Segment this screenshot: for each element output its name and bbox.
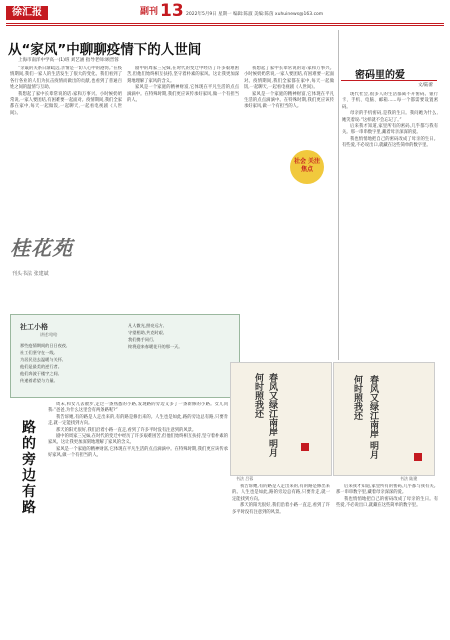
poem-line: 终将迎来春暖花开的那一天。 [128,344,183,349]
main-article-col-1 [10,66,122,216]
seal-stamp [301,443,309,451]
poem-line: 传递着希望与力量。 [20,378,58,383]
paragraph: 周末,和女儿去散步,走过一条熟悉的小路,发现路的旁边又多了一条新修的小路。女儿问我:“爸爸,为什么这里会有两条路呢?” [48,402,228,414]
sticker-badge [290,150,324,184]
poem-line: 凡人微光,照亮远方, [128,323,165,328]
seal-stamp [414,453,422,461]
sticker-text: 社会 关注 焦点 [293,158,321,173]
right-article-body-cont [336,484,438,634]
paragraph: 家风是一个家庭的精神财富,它体现在平凡生活的点点滴滴中。在特殊时期,我们更应该传承好家风,做一个有担当的人。 [244,91,334,110]
poem-line: 守望相助,共克时艰, [128,330,165,335]
poem-column-1 [20,342,120,384]
paragraph: “亲戚的关系日渐疏远,亲情是一切人心中的港湾。”在疫情期间,我们一家人的生活发生了很大的变化。我们看到了各行各业的人们为抗击疫情而做出的贡献,也看到了普通百姓之间的温情与互助。 [10,66,122,91]
paragraph: 后来我才知道,家里所有的密码,几乎都与我有关。那一串串数字里,藏着母亲深深的爱。 [342,124,438,136]
paragraph: 家风是一个家庭的精神财富,它体现在平凡生活的点点滴滴中。在特殊时期,我们更应该传承好家风,做一个有担当的人。 [48,446,228,459]
section-label: 副刊 [140,7,159,17]
paragraph: 那天的阳光很好,我们沿着小路一直走,看到了许多平时没有注意到的风景。 [56,427,197,433]
feature-title: 桂花苑 [10,236,73,260]
poem-line: 社工们坚守在一线, [20,350,55,355]
page-number: 13 [160,1,184,21]
masthead-rule-thin [6,25,444,26]
main-article-title: 从“家风”中聊聊疫情下的人世间 [8,42,202,58]
calligraphy-artwork-left [230,362,332,476]
paragraph: 我想起了家中长辈常说的话:家和万事兴。小时候奶奶常说,一家人要团结,有困难要一起面对。疫情期间,我们全家都在家中,每天一起做饭,一起聊天,一起看电视剧《人世间》。 [10,91,122,116]
poem-line: 他们奔波于楼宇之间, [20,371,60,376]
artwork-poem-text: 春风又绿江南岸 明月何时照我还 [352,375,378,460]
right-article-byline: 文/陆蕾 [418,83,434,88]
poem-line: 他们是最美的逆行者。 [20,364,62,369]
paragraph: 剧中的周家三兄妹,在时代的变迁中经历了许多艰难困苦,但他们始终相互扶持,坚守着朴素的家风。这让我更加深刻地理解了家风的含义。 [48,434,228,446]
poem-column-2 [128,322,228,350]
paragraph: 那天的阳光很好,我们沿着小路一直走,看到了许多平时没有注意到的风景。 [232,503,330,515]
poem-header: 社工小格 [20,323,48,331]
paragraph: 现代社会,很多人的生活都离不开密码。银行卡、手机、电脑、邮箱……每一个都需要设置密码。 [342,92,438,110]
paragraph: 我告诉她,有的路是人走出来的,有的路是修出来的。人生也是如此,路的旁边总有路,只要肯走,就一定能找到方向。 [48,414,228,427]
calligraphy-artwork-right [333,362,435,476]
main-article-byline: 上海市南洋中学高一(1)班 刘艺涵 指导老师:顾晋蓉 [18,58,119,63]
story-col-2 [232,484,330,634]
artwork-poem-text: 春风又绿江南岸 明月何时照我还 [253,373,277,458]
main-article-col-3 [244,66,334,356]
artwork-caption-left: 书法 吕蓉 [236,476,254,481]
right-article-body [342,92,438,362]
paragraph: 我也悄悄地把自己的密码改成了母亲的生日。有些爱,不必说出口,就藏在这些简单的数字里。 [342,136,438,149]
paragraph: 剧中的周家三兄妹,在时代的变迁中经历了许多艰难困苦,但他们始终相互扶持,坚守着朴素的家风。这让我更加深刻地理解了家风的含义。 [127,66,239,84]
poem-line: 为居民送去温暖与关怀, [20,357,64,362]
poem-author: 讲述:哈哈 [40,332,58,337]
masthead-info: 2022年5月9日 星期一 编辑:陈淑 美编:陈茵 xuhuinews@163.com [186,12,324,17]
story-vertical-title: 路的旁边有路 [22,420,36,516]
paragraph: 家风是一个家庭的精神财富,它体现在平凡生活的点点滴滴中。在特殊时期,我们更应该传承好家风,做一个有担当的人。 [127,85,239,104]
paragraph: 我想起了家中长辈常说的话:家和万事兴。小时候奶奶常说,一家人要团结,有困难要一起面对。疫情期间,我们全家都在家中,每天一起做饭,一起聊天,一起看电视剧《人世间》。 [244,66,334,91]
artwork-caption-right: 书法 陆建 [400,476,418,481]
main-article-col-2 [127,66,239,216]
paragraph: 我告诉她,有的路是人走出来的,有的路是修出来的。人生也是如此,路的旁边总有路,只要肯走,就一定能找到方向。 [232,484,330,502]
paragraph: 母亲的手机密码,是我的生日。我问她为什么,她笑着说:“这样就不会忘记了。” [342,111,438,123]
feature-tag: 刊头书法 张建斌 [12,271,49,277]
column-divider [338,30,339,360]
paragraph: 后来我才知道,家里所有的密码,几乎都与我有关。那一串串数字里,藏着母亲深深的爱。 [336,484,438,496]
paragraph: 我也悄悄地把自己的密码改成了母亲的生日。有些爱,不必说出口,就藏在这些简单的数字里。 [336,496,438,509]
paper-logo: 徐汇报 [6,6,48,20]
story-body [48,402,228,632]
right-article-title: 密码里的爱 [355,70,405,81]
poem-line: 我们携手同行, [128,337,155,342]
masthead-rule [6,23,444,24]
poem-line: 那些疫情期间的日日夜夜, [20,343,68,348]
